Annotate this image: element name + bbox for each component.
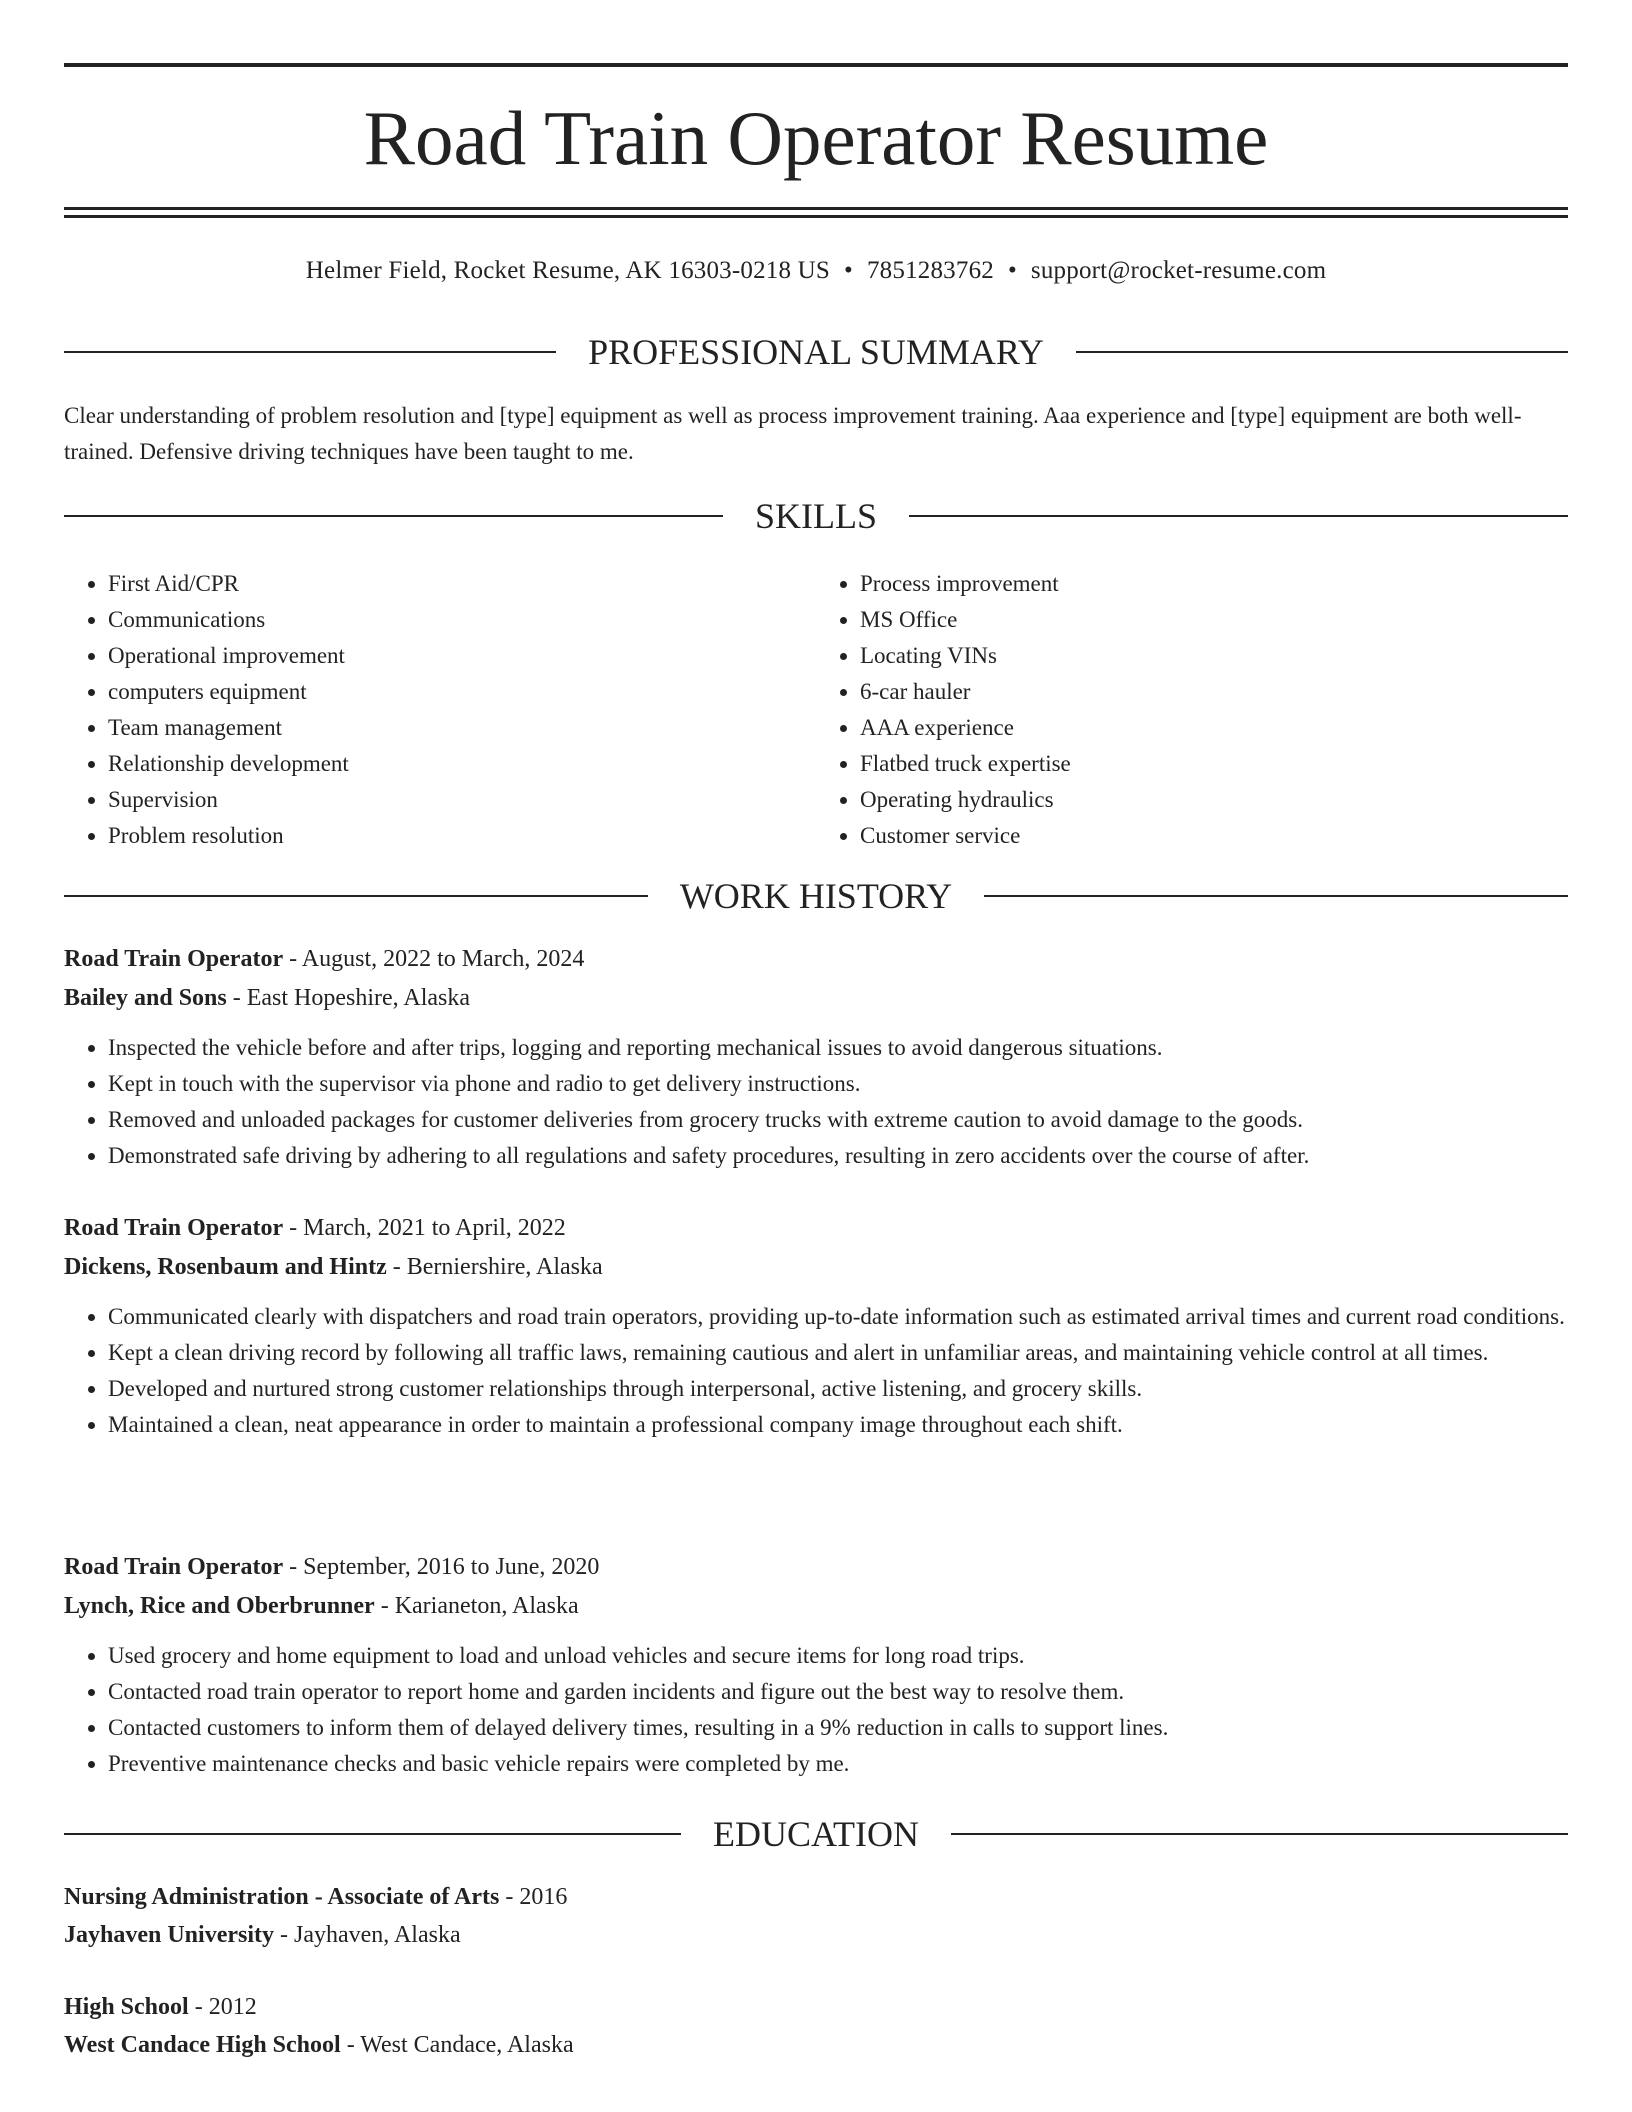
job-bullet: • Contacted road train operator to report home and garden incidents and figure out the best way to resolve them. — [108, 1674, 1568, 1710]
education-entry — [64, 1988, 1568, 2064]
job-bullet: • Communicated clearly with dispatchers and road train operators, providing up-to-date information such as estimated arrival times and current road conditions. — [108, 1299, 1568, 1335]
degree-year: - 2012 — [188, 1994, 257, 2020]
degree-name: Nursing Administration - Associate of Arts — [64, 1884, 500, 1910]
job-company-row — [64, 1587, 1568, 1626]
school-row — [64, 1916, 1568, 1954]
job-company: Lynch, Rice and Oberbrunner — [64, 1593, 375, 1619]
job-bullet: • Kept in touch with the supervisor via phone and radio to get delivery instructions. — [108, 1066, 1568, 1102]
job-bullet: • Contacted customers to inform them of delayed delivery times, resulting in a 9% reduction in calls to support lines. — [108, 1710, 1568, 1746]
job-bullet: • Preventive maintenance checks and basic vehicle repairs were completed by me. — [108, 1746, 1568, 1782]
skill-item: • Operational improvement — [108, 638, 816, 674]
contact-line — [64, 254, 1568, 288]
section-rule — [984, 895, 1568, 897]
job-dates: - March, 2021 to April, 2022 — [283, 1215, 566, 1241]
job-title-row — [64, 1548, 1568, 1587]
school-location: - Jayhaven, Alaska — [274, 1922, 461, 1948]
job-company-row — [64, 1248, 1568, 1287]
job-title: Road Train Operator — [64, 1215, 284, 1241]
job-bullets — [64, 1030, 1568, 1174]
skills-list — [64, 566, 1568, 854]
job-title-row — [64, 1209, 1568, 1248]
section-rule — [64, 895, 648, 897]
degree-row — [64, 1878, 1568, 1916]
section-rule — [909, 515, 1568, 517]
job-entry — [64, 1548, 1568, 1782]
skills-column-right — [816, 566, 1568, 854]
skill-item: • Problem resolution — [108, 818, 816, 854]
skill-item: • Customer service — [860, 818, 1568, 854]
school-row — [64, 2026, 1568, 2064]
skill-item: • MS Office — [860, 602, 1568, 638]
job-bullet: • Inspected the vehicle before and after trips, logging and reporting mechanical issues to avoid dangerous situations. — [108, 1030, 1568, 1066]
job-company: Bailey and Sons — [64, 985, 227, 1011]
job-location: - East Hopeshire, Alaska — [226, 985, 471, 1011]
job-company: Dickens, Rosenbaum and Hintz — [64, 1254, 387, 1280]
section-header-skills — [64, 494, 1568, 538]
skill-item: • Process improvement — [860, 566, 1568, 602]
school-name: West Candace High School — [64, 2032, 341, 2058]
section-title: EDUCATION — [713, 1814, 919, 1854]
section-rule — [1076, 351, 1568, 353]
contact-separator: • — [844, 257, 853, 284]
job-bullets — [64, 1299, 1568, 1443]
job-bullet: • Demonstrated safe driving by adhering to all regulations and safety procedures, resulting in zero accidents over the course of after. — [108, 1138, 1568, 1174]
job-bullet: • Maintained a clean, neat appearance in order to maintain a professional company image throughout each shift. — [108, 1407, 1568, 1443]
section-rule — [64, 1833, 681, 1835]
section-header-work-history — [64, 874, 1568, 918]
skill-item: • Communications — [108, 602, 816, 638]
education-entry — [64, 1878, 1568, 1954]
job-entry — [64, 1209, 1568, 1443]
section-header-summary — [64, 330, 1568, 374]
job-bullet: • Developed and nurtured strong customer relationships through interpersonal, active listening, and grocery skills. — [108, 1371, 1568, 1407]
job-company-row — [64, 979, 1568, 1018]
skill-item: • First Aid/CPR — [108, 566, 816, 602]
job-title: Road Train Operator — [64, 946, 284, 972]
school-location: - West Candace, Alaska — [340, 2032, 574, 2058]
header-top-rule — [64, 63, 1568, 67]
header-double-rule — [64, 207, 1568, 218]
skill-item: • computers equipment — [108, 674, 816, 710]
skill-item: • 6-car hauler — [860, 674, 1568, 710]
job-location: - Berniershire, Alaska — [386, 1254, 603, 1280]
degree-year: - 2016 — [499, 1884, 568, 1910]
degree-name: High School — [64, 1994, 189, 2020]
section-header-education — [64, 1812, 1568, 1856]
skills-column-left — [64, 566, 816, 854]
skill-item: • Operating hydraulics — [860, 782, 1568, 818]
job-entry — [64, 940, 1568, 1174]
section-rule — [64, 351, 556, 353]
school-name: Jayhaven University — [64, 1922, 274, 1948]
skill-item: • Team management — [108, 710, 816, 746]
job-dates: - September, 2016 to June, 2020 — [283, 1554, 600, 1580]
skill-item: • Relationship development — [108, 746, 816, 782]
section-title: SKILLS — [755, 496, 878, 536]
job-location: - Karianeton, Alaska — [374, 1593, 579, 1619]
section-title: WORK HISTORY — [679, 876, 953, 916]
section-title: PROFESSIONAL SUMMARY — [588, 332, 1044, 372]
section-rule — [64, 515, 723, 517]
contact-phone: 7851283762 — [866, 257, 994, 284]
job-dates: - August, 2022 to March, 2024 — [283, 946, 585, 972]
degree-row — [64, 1988, 1568, 2026]
page-title: Road Train Operator Resume — [363, 95, 1269, 181]
section-rule — [951, 1833, 1568, 1835]
skill-item: • AAA experience — [860, 710, 1568, 746]
skill-item: • Locating VINs — [860, 638, 1568, 674]
job-bullet: • Removed and unloaded packages for customer deliveries from grocery trucks with extreme caution to avoid damage to the goods. — [108, 1102, 1568, 1138]
job-bullet: • Kept a clean driving record by following all traffic laws, remaining cautious and alert in unfamiliar areas, and maintaining vehicle control at all times. — [108, 1335, 1568, 1371]
job-bullet: • Used grocery and home equipment to load and unload vehicles and secure items for long road trips. — [108, 1638, 1568, 1674]
contact-email: support@rocket-resume.com — [1030, 257, 1327, 284]
summary-text: Clear understanding of problem resolution and [type] equipment as well as process improvement training. Aaa experience and [type] equipment are both well-trained. Defensive driving techniques have been taught to me. — [64, 403, 1522, 464]
skill-item: • Flatbed truck expertise — [860, 746, 1568, 782]
job-title: Road Train Operator — [64, 1554, 284, 1580]
job-bullets — [64, 1638, 1568, 1782]
contact-address: Helmer Field, Rocket Resume, AK 16303-0218 US — [305, 257, 831, 284]
contact-separator: • — [1007, 257, 1017, 284]
skill-item: • Supervision — [108, 782, 816, 818]
job-title-row — [64, 940, 1568, 979]
